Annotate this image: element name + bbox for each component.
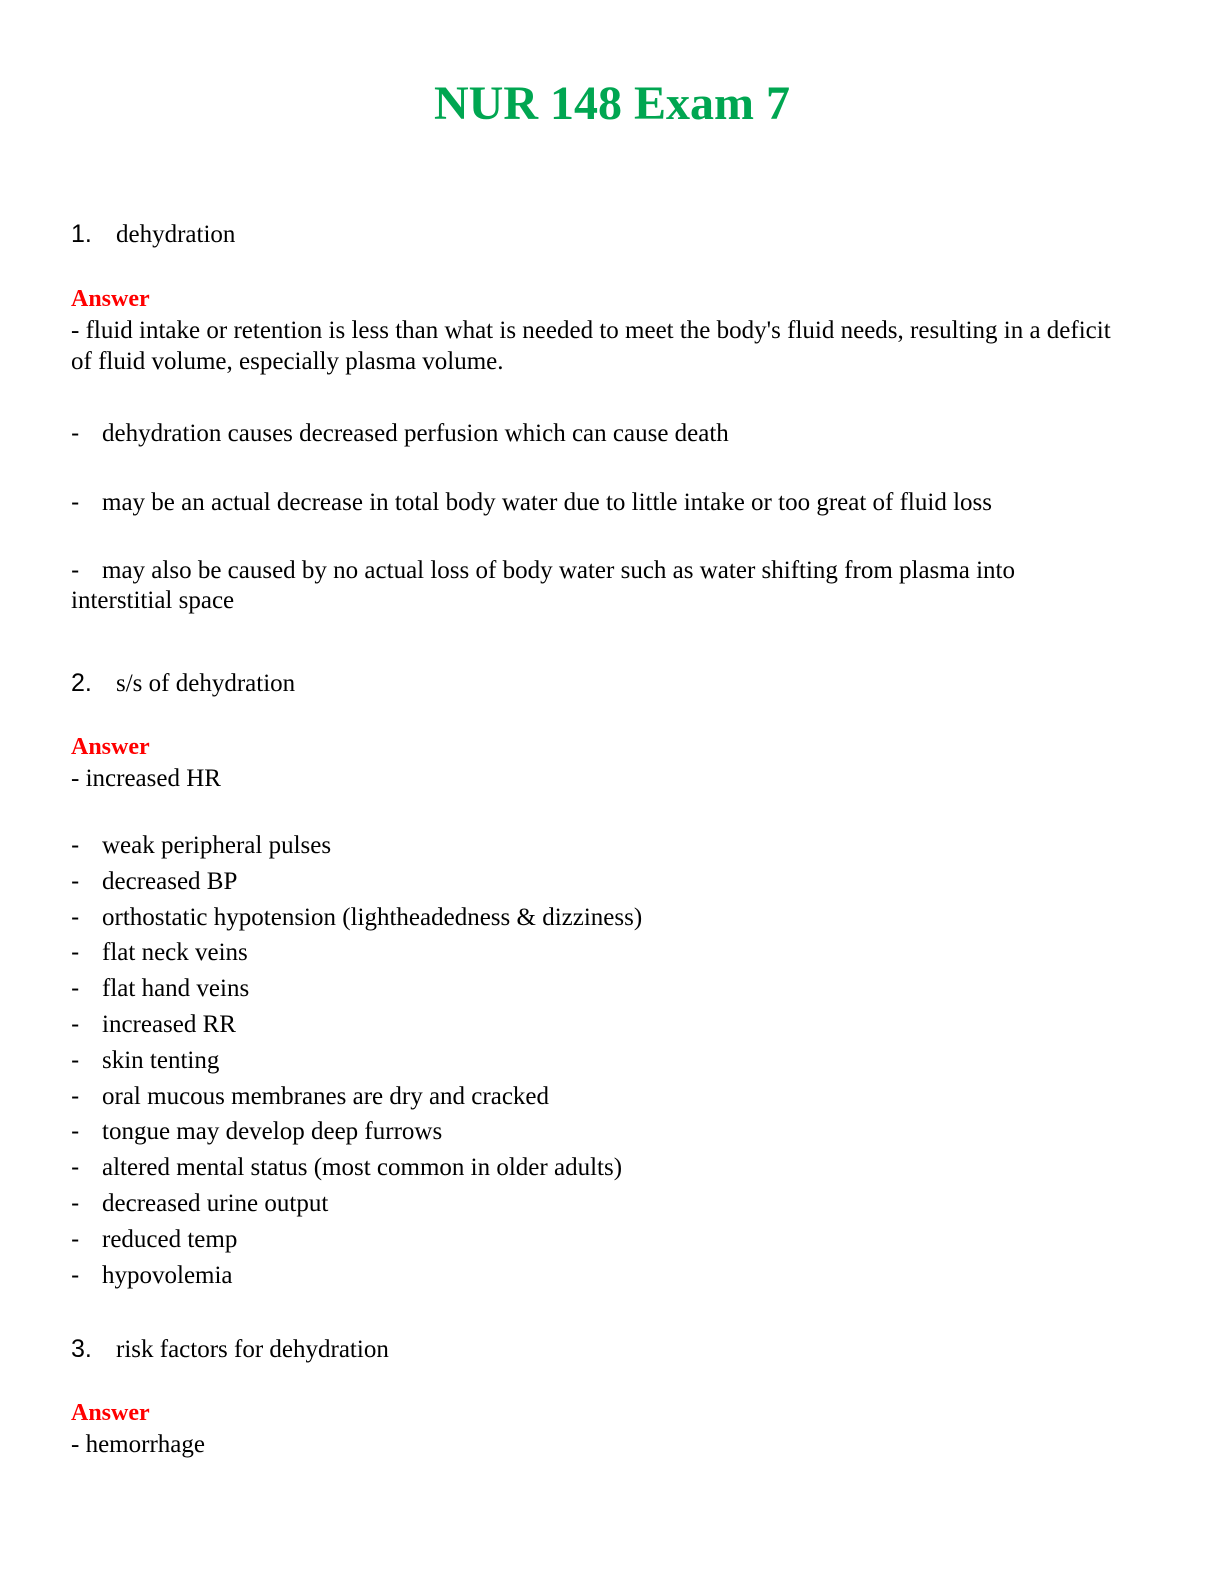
answer-1-lead: - fluid intake or retention is less than what is needed to meet the body's fluid needs, resulting in a deficit of fluid volume, especially plasma volume. <box>71 317 1111 375</box>
dash-bullet: - <box>71 1153 80 1182</box>
list-item <box>71 1043 642 1079</box>
bullet-text: orthostatic hypotension (lightheadedness & dizziness) <box>102 903 643 931</box>
dash-bullet: - <box>71 866 80 895</box>
bullet-text: weak peripheral pulses <box>102 832 332 859</box>
dash-bullet: - <box>71 902 80 931</box>
question-number: 2. <box>71 669 92 697</box>
list-item <box>71 1222 642 1258</box>
page-title: NUR 148 Exam 7 <box>434 77 790 130</box>
bullet-text: hypovolemia <box>102 1261 233 1289</box>
list-item <box>71 1079 642 1115</box>
list-item <box>71 900 642 936</box>
answer-label: Answer <box>71 286 150 312</box>
list-item <box>71 971 642 1007</box>
dash-bullet: - <box>71 556 80 584</box>
list-item <box>71 1186 642 1222</box>
question-number: 3. <box>71 1335 92 1363</box>
question-text: risk factors for dehydration <box>116 1336 389 1363</box>
bullet-text: decreased urine output <box>102 1189 329 1217</box>
question-number: 1. <box>71 220 92 248</box>
question-1 <box>71 219 1134 250</box>
list-item <box>71 1258 642 1294</box>
list-item <box>71 935 642 971</box>
answer-3-lead: - hemorrhage <box>71 1431 205 1458</box>
bullet-text: flat neck veins <box>102 939 248 967</box>
bullet-text: reduced temp <box>102 1225 238 1253</box>
list-item <box>71 864 642 900</box>
dash-bullet: - <box>71 938 80 967</box>
bullet-text: decreased BP <box>102 867 238 895</box>
answer-label: Answer <box>71 1400 150 1426</box>
dash-bullet: - <box>71 1224 80 1253</box>
bullet-text: may also be caused by no actual loss of body water such as water shifting from plasma into <box>102 557 1015 584</box>
answer-2-bullet-list <box>71 828 642 1293</box>
answer-label: Answer <box>71 734 150 760</box>
dash-bullet: - <box>71 1260 80 1289</box>
answer-label-1 <box>71 283 1134 315</box>
bullet-text: altered mental status (most common in older adults) <box>102 1154 623 1182</box>
bullet-text: flat hand veins <box>102 975 250 1003</box>
answer-1-bullet-continuation: interstitial space <box>71 587 235 614</box>
answer-1-bullet <box>71 418 1134 449</box>
bullet-text: dehydration causes decreased perfusion which can cause death <box>102 420 729 447</box>
dash-bullet: - <box>71 1117 80 1146</box>
dash-bullet: - <box>71 1045 80 1074</box>
answer-2-lead: - increased HR <box>71 765 221 792</box>
dash-bullet: - <box>71 974 80 1003</box>
bullet-text: oral mucous membranes are dry and cracked <box>102 1082 550 1110</box>
bullet-text: tongue may develop deep furrows <box>102 1118 443 1146</box>
list-item <box>71 1007 642 1043</box>
question-text: dehydration <box>116 221 236 248</box>
answer-label-3 <box>71 1397 1134 1429</box>
dash-bullet: - <box>71 419 80 447</box>
list-item <box>71 828 642 864</box>
dash-bullet: - <box>71 1081 80 1110</box>
question-2 <box>71 668 1134 699</box>
list-item <box>71 1150 642 1186</box>
bullet-text: increased RR <box>102 1010 236 1038</box>
answer-1-bullet <box>71 555 1134 586</box>
bullet-text: skin tenting <box>102 1046 220 1074</box>
bullet-text: may be an actual decrease in total body water due to little intake or too great of fluid loss <box>102 489 992 516</box>
question-3 <box>71 1334 1134 1365</box>
answer-label-2 <box>71 731 1134 763</box>
dash-bullet: - <box>71 1188 80 1217</box>
list-item <box>71 1114 642 1150</box>
dash-bullet: - <box>71 1009 80 1038</box>
dash-bullet: - <box>71 831 80 859</box>
answer-1-bullet <box>71 487 1134 518</box>
question-text: s/s of dehydration <box>116 670 296 697</box>
dash-bullet: - <box>71 488 80 516</box>
